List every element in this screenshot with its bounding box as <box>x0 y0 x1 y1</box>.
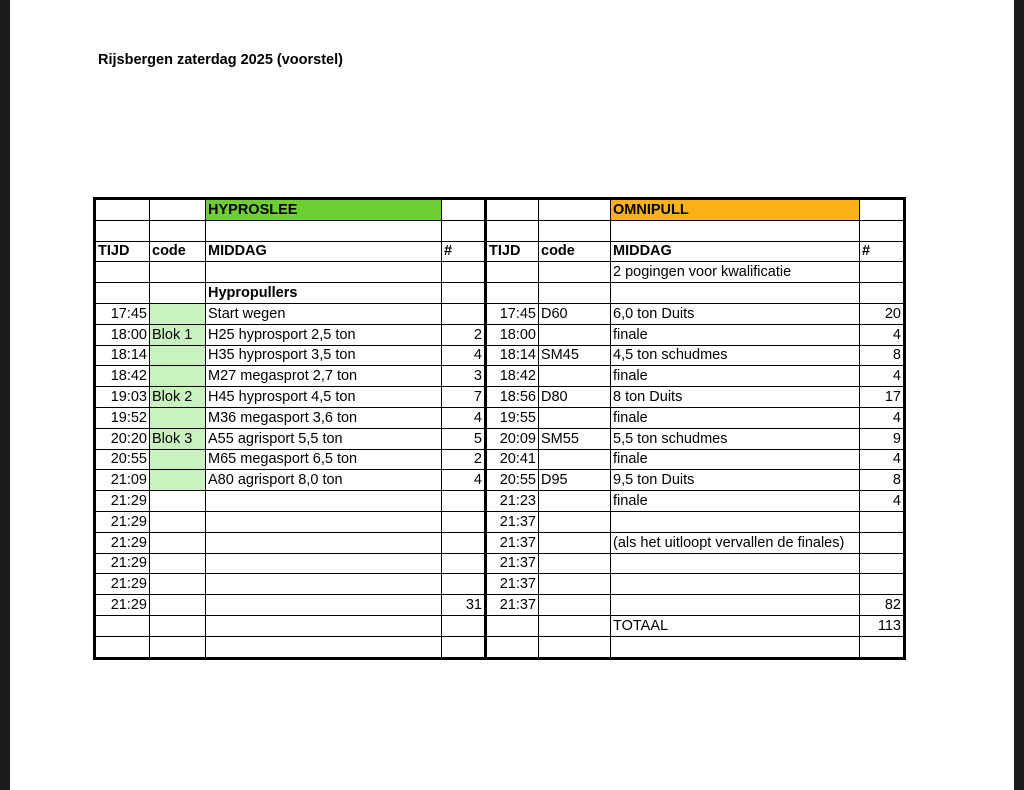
section-row <box>95 199 905 221</box>
cell <box>442 283 486 304</box>
middag-left-cell: M65 megasport 6,5 ton <box>206 449 442 470</box>
count-right-cell: 8 <box>860 470 905 491</box>
count-left-cell <box>442 574 486 595</box>
count-right-cell: 4 <box>860 491 905 512</box>
middag-left-cell <box>206 553 442 574</box>
cell <box>150 283 206 304</box>
hypropullers-label: Hypropullers <box>206 283 442 304</box>
cell <box>539 220 611 241</box>
code-left-cell <box>150 470 206 491</box>
header-code-right: code <box>539 241 611 262</box>
blank-row <box>95 220 905 241</box>
table-row <box>95 511 905 532</box>
code-left-cell <box>150 615 206 636</box>
code-right-cell <box>539 574 611 595</box>
tijd-right-cell: 19:55 <box>486 407 539 428</box>
count-right-cell: 20 <box>860 303 905 324</box>
table-row <box>95 532 905 553</box>
code-left-cell <box>150 303 206 324</box>
middag-right-cell: finale <box>611 491 860 512</box>
cell <box>442 199 486 221</box>
middag-left-cell: M36 megasport 3,6 ton <box>206 407 442 428</box>
code-left-cell: Blok 3 <box>150 428 206 449</box>
table-row <box>95 366 905 387</box>
middag-right-cell: 9,5 ton Duits <box>611 470 860 491</box>
middag-left-cell: M27 megasprot 2,7 ton <box>206 366 442 387</box>
middag-left-cell <box>206 574 442 595</box>
tijd-left-cell: 21:09 <box>95 470 150 491</box>
header-middag-right: MIDDAG <box>611 241 860 262</box>
tijd-left-cell: 19:03 <box>95 387 150 408</box>
table-row <box>95 491 905 512</box>
cell <box>95 220 150 241</box>
middag-left-cell: H25 hyprosport 2,5 ton <box>206 324 442 345</box>
tijd-right-cell: 17:45 <box>486 303 539 324</box>
cell <box>150 199 206 221</box>
middag-right-cell: (als het uitloopt vervallen de finales) <box>611 532 860 553</box>
count-left-cell <box>442 511 486 532</box>
cell <box>150 636 206 658</box>
tijd-right-cell: 21:37 <box>486 574 539 595</box>
table-row <box>95 574 905 595</box>
cell <box>539 283 611 304</box>
cell <box>611 636 860 658</box>
count-left-cell: 7 <box>442 387 486 408</box>
note-row <box>95 262 905 283</box>
count-right-cell: 4 <box>860 366 905 387</box>
tijd-right-cell: 20:41 <box>486 449 539 470</box>
cell <box>206 636 442 658</box>
cell <box>860 636 905 658</box>
middag-left-cell: A55 agrisport 5,5 ton <box>206 428 442 449</box>
tijd-left-cell: 20:20 <box>95 428 150 449</box>
tijd-right-cell: 18:42 <box>486 366 539 387</box>
tijd-right-cell: 18:56 <box>486 387 539 408</box>
tijd-left-cell: 18:14 <box>95 345 150 366</box>
code-left-cell <box>150 595 206 616</box>
cell <box>95 199 150 221</box>
tijd-left-cell <box>95 615 150 636</box>
code-right-cell <box>539 532 611 553</box>
code-right-cell <box>539 324 611 345</box>
code-right-cell <box>539 407 611 428</box>
table-row <box>95 595 905 616</box>
tijd-left-cell: 19:52 <box>95 407 150 428</box>
code-right-cell <box>539 615 611 636</box>
code-right-cell: SM45 <box>539 345 611 366</box>
code-left-cell <box>150 491 206 512</box>
middag-left-cell <box>206 491 442 512</box>
code-right-cell <box>539 595 611 616</box>
table-row <box>95 387 905 408</box>
count-right-cell: 4 <box>860 407 905 428</box>
subheader-row <box>95 283 905 304</box>
count-left-cell <box>442 553 486 574</box>
tijd-left-cell: 18:42 <box>95 366 150 387</box>
middag-left-cell: H45 hyprosport 4,5 ton <box>206 387 442 408</box>
header-tijd-right: TIJD <box>486 241 539 262</box>
code-left-cell <box>150 574 206 595</box>
tijd-right-cell: 21:37 <box>486 511 539 532</box>
count-right-cell: 4 <box>860 324 905 345</box>
tijd-right-cell: 20:09 <box>486 428 539 449</box>
code-left-cell <box>150 532 206 553</box>
tijd-left-cell: 21:29 <box>95 532 150 553</box>
column-header-row <box>95 241 905 262</box>
tijd-left-cell: 21:29 <box>95 574 150 595</box>
header-tijd-left: TIJD <box>95 241 150 262</box>
middag-right-cell <box>611 553 860 574</box>
left-edge-bar <box>0 0 10 790</box>
code-left-cell <box>150 511 206 532</box>
tijd-left-cell: 21:29 <box>95 595 150 616</box>
middag-right-cell: 4,5 ton schudmes <box>611 345 860 366</box>
middag-right-cell <box>611 511 860 532</box>
count-right-cell <box>860 553 905 574</box>
code-left-cell: Blok 2 <box>150 387 206 408</box>
blank-row <box>95 636 905 658</box>
table-row <box>95 345 905 366</box>
middag-left-cell <box>206 532 442 553</box>
cell <box>206 220 442 241</box>
count-right-cell <box>860 574 905 595</box>
tijd-left-cell: 20:55 <box>95 449 150 470</box>
count-right-cell: 113 <box>860 615 905 636</box>
table-row <box>95 428 905 449</box>
count-left-cell <box>442 615 486 636</box>
table-row <box>95 324 905 345</box>
count-right-cell: 8 <box>860 345 905 366</box>
cell <box>860 220 905 241</box>
middag-right-cell <box>611 574 860 595</box>
code-right-cell <box>539 449 611 470</box>
middag-right-cell: 6,0 ton Duits <box>611 303 860 324</box>
header-middag-left: MIDDAG <box>206 241 442 262</box>
tijd-right-cell <box>486 615 539 636</box>
cell <box>611 220 860 241</box>
count-right-cell: 9 <box>860 428 905 449</box>
cell <box>442 262 486 283</box>
tijd-left-cell: 21:29 <box>95 491 150 512</box>
section-hyproslee: HYPROSLEE <box>206 199 442 221</box>
count-left-cell: 2 <box>442 449 486 470</box>
cell <box>486 262 539 283</box>
code-right-cell: SM55 <box>539 428 611 449</box>
cell <box>206 262 442 283</box>
count-right-cell <box>860 511 905 532</box>
code-right-cell <box>539 491 611 512</box>
code-left-cell <box>150 449 206 470</box>
cell <box>539 636 611 658</box>
code-left-cell: Blok 1 <box>150 324 206 345</box>
cell <box>95 262 150 283</box>
cell <box>486 220 539 241</box>
cell <box>442 220 486 241</box>
middag-right-cell: finale <box>611 324 860 345</box>
tijd-left-cell: 21:29 <box>95 553 150 574</box>
middag-left-cell: A80 agrisport 8,0 ton <box>206 470 442 491</box>
count-right-cell: 4 <box>860 449 905 470</box>
count-left-cell: 4 <box>442 407 486 428</box>
document-title: Rijsbergen zaterdag 2025 (voorstel) <box>98 52 343 68</box>
tijd-right-cell: 21:23 <box>486 491 539 512</box>
code-right-cell: D95 <box>539 470 611 491</box>
count-left-cell <box>442 532 486 553</box>
count-left-cell: 4 <box>442 345 486 366</box>
middag-right-cell: 8 ton Duits <box>611 387 860 408</box>
middag-right-cell: finale <box>611 407 860 428</box>
count-right-cell <box>860 532 905 553</box>
tijd-right-cell: 20:55 <box>486 470 539 491</box>
code-left-cell <box>150 407 206 428</box>
count-left-cell: 3 <box>442 366 486 387</box>
cell <box>95 636 150 658</box>
header-count-right: # <box>860 241 905 262</box>
cell <box>860 199 905 221</box>
qualification-note: 2 pogingen voor kwalificatie <box>611 262 860 283</box>
middag-left-cell <box>206 615 442 636</box>
count-right-cell: 82 <box>860 595 905 616</box>
cell <box>486 283 539 304</box>
cell <box>442 636 486 658</box>
cell <box>486 636 539 658</box>
tijd-left-cell: 21:29 <box>95 511 150 532</box>
code-right-cell <box>539 553 611 574</box>
middag-left-cell: H35 hyprosport 3,5 ton <box>206 345 442 366</box>
table-row <box>95 449 905 470</box>
code-right-cell <box>539 366 611 387</box>
code-right-cell: D80 <box>539 387 611 408</box>
middag-left-cell: Start wegen <box>206 303 442 324</box>
count-left-cell: 2 <box>442 324 486 345</box>
tijd-right-cell: 21:37 <box>486 532 539 553</box>
count-left-cell: 4 <box>442 470 486 491</box>
middag-right-cell: TOTAAL <box>611 615 860 636</box>
cell <box>611 283 860 304</box>
middag-right-cell <box>611 595 860 616</box>
cell <box>860 283 905 304</box>
header-code-left: code <box>150 241 206 262</box>
cell <box>95 283 150 304</box>
tijd-left-cell: 17:45 <box>95 303 150 324</box>
code-left-cell <box>150 345 206 366</box>
header-count-left: # <box>442 241 486 262</box>
middag-left-cell <box>206 595 442 616</box>
code-left-cell <box>150 553 206 574</box>
cell <box>539 262 611 283</box>
section-omnipull: OMNIPULL <box>611 199 860 221</box>
cell <box>860 262 905 283</box>
count-right-cell: 17 <box>860 387 905 408</box>
count-left-cell <box>442 491 486 512</box>
table-row <box>95 470 905 491</box>
code-right-cell: D60 <box>539 303 611 324</box>
middag-right-cell: finale <box>611 449 860 470</box>
code-right-cell <box>539 511 611 532</box>
table-row <box>95 407 905 428</box>
table-row <box>95 553 905 574</box>
cell <box>539 199 611 221</box>
code-left-cell <box>150 366 206 387</box>
tijd-right-cell: 21:37 <box>486 553 539 574</box>
middag-right-cell: 5,5 ton schudmes <box>611 428 860 449</box>
schedule-table <box>93 197 906 660</box>
table-row <box>95 303 905 324</box>
cell <box>150 262 206 283</box>
count-left-cell: 5 <box>442 428 486 449</box>
count-left-cell: 31 <box>442 595 486 616</box>
table-row <box>95 615 905 636</box>
tijd-right-cell: 18:00 <box>486 324 539 345</box>
tijd-right-cell: 18:14 <box>486 345 539 366</box>
right-edge-bar <box>1014 0 1024 790</box>
tijd-right-cell: 21:37 <box>486 595 539 616</box>
middag-left-cell <box>206 511 442 532</box>
tijd-left-cell: 18:00 <box>95 324 150 345</box>
cell <box>150 220 206 241</box>
middag-right-cell: finale <box>611 366 860 387</box>
count-left-cell <box>442 303 486 324</box>
cell <box>486 199 539 221</box>
